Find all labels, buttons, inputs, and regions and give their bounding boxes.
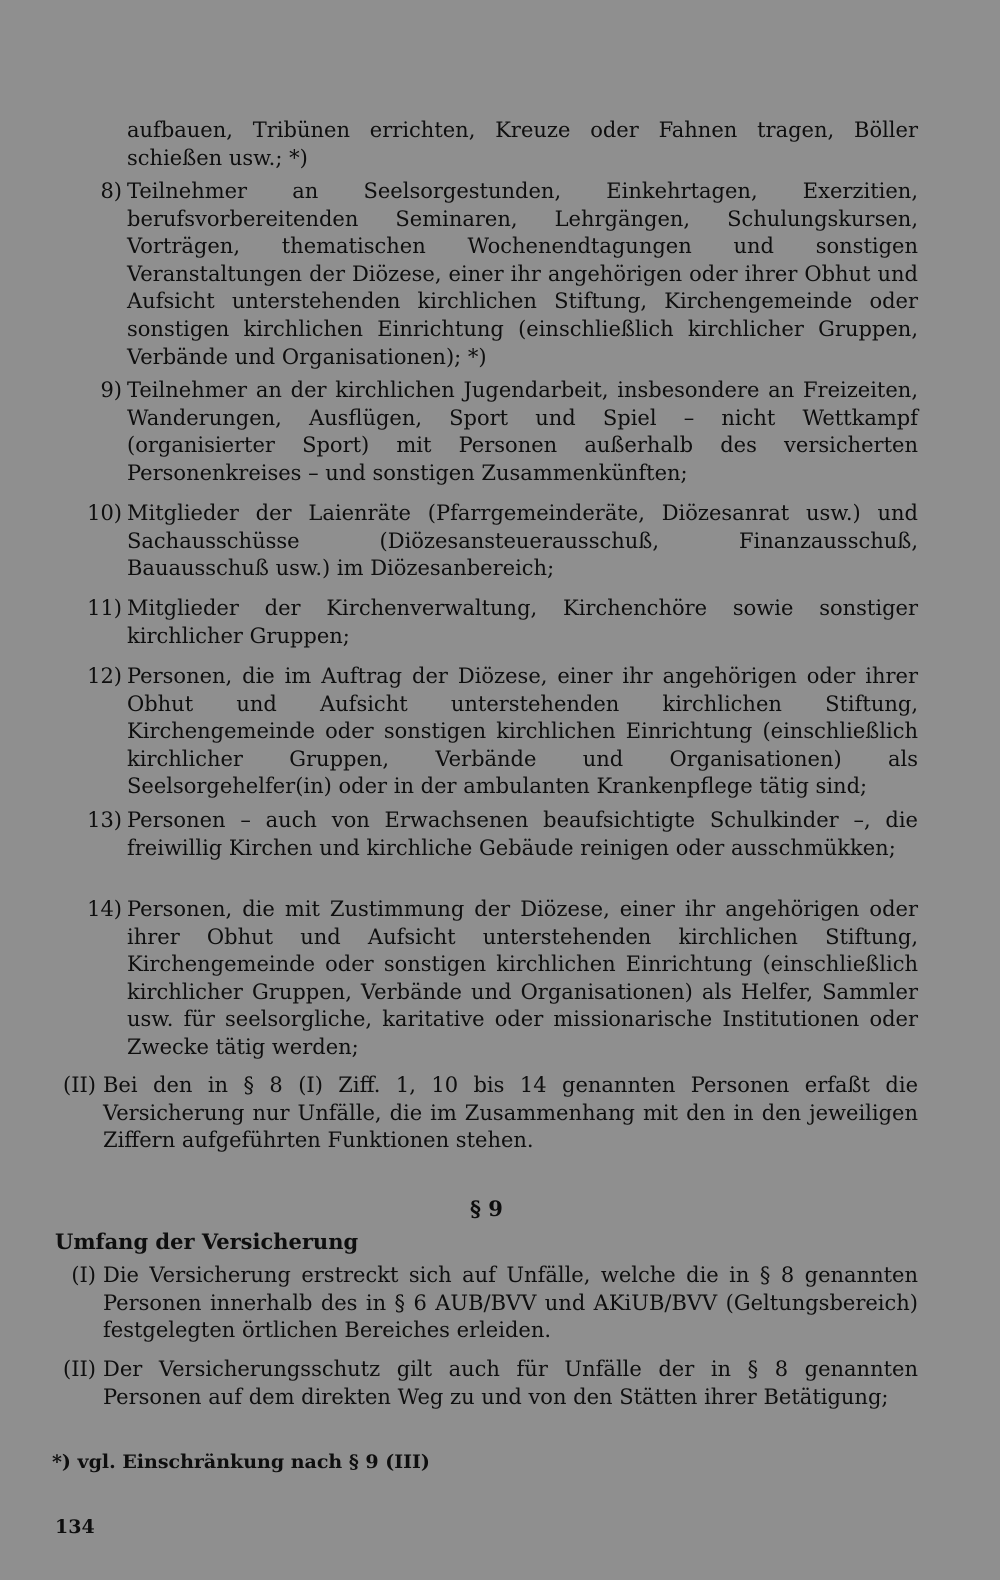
- item-number: 12): [87, 664, 122, 688]
- page-number: 134: [55, 1516, 95, 1538]
- continuation-text: aufbauen, Tribünen errichten, Kreuze oder Fahnen tragen, Böller schießen usw.; *): [127, 118, 918, 170]
- paragraph-number: (I): [71, 1263, 96, 1287]
- item-text: Personen – auch von Erwachsenen beaufsichtigte Schulkinder –, die freiwillig Kirchen und kirchliche Gebäude reinigen oder ausschmükken;: [127, 808, 918, 860]
- item-number: 10): [87, 501, 122, 525]
- item-text: Personen, die mit Zustimmung der Diözese, einer ihr angehörigen oder ihrer Obhut und Aufsicht unterstehenden kirchlichen Stiftung, Kirchengemeinde oder sonstigen kirchlichen Einrichtung (einschließlich kirchlicher Gruppen, Verbände und Organisationen) als Helfer, Sammler usw. für seelsorgliche, karitative oder missionarische Institutionen oder Zwecke tätig werden;: [127, 897, 918, 1059]
- section-title: Umfang der Versicherung: [55, 1229, 359, 1254]
- paragraph-text: Der Versicherungsschutz gilt auch für Unfälle der in § 8 genannten Personen auf dem direkten Weg zu und von den Stätten ihrer Betätigung;: [103, 1357, 918, 1409]
- item-text: Personen, die im Auftrag der Diözese, einer ihr angehörigen oder ihrer Obhut und Aufsicht unterstehenden kirchlichen Stiftung, Kirchengemeinde oder sonstigen kirchlichen Einrichtung (einschließlich kirchlicher Gruppen, Verbände und Organisationen) als Seelsorgehelfer(in) oder in der ambulanten Krankenpflege tätig sind;: [127, 664, 918, 799]
- item-text: Teilnehmer an der kirchlichen Jugendarbeit, insbesondere an Freizeiten, Wanderungen, Ausflügen, Sport und Spiel – nicht Wettkampf (organisierter Sport) mit Personen außerhalb des versicherten Personenkreises – und sonstigen Zusammenkünften;: [127, 378, 918, 485]
- item-text: Mitglieder der Laienräte (Pfarrgemeinderäte, Diözesanrat usw.) und Sachausschüsse (Diözesansteuerausschuß, Finanzausschuß, Bauausschuß usw.) im Diözesanbereich;: [127, 501, 918, 581]
- item-number: 14): [87, 897, 122, 921]
- item-text: Teilnehmer an Seelsorgestunden, Einkehrtagen, Exerzitien, berufsvorbereitenden Seminaren, Lehrgängen, Schulungskursen, Vorträgen, thematischen Wochenendtagungen und sonstigen Veranstaltungen der Diözese, einer ihr angehörigen oder ihrer Obhut und Aufsicht unterstehenden kirchlichen Stiftung, Kirchengemeinde oder sonstigen kirchlichen Einrichtung (einschließlich kirchlicher Gruppen, Verbände und Organisationen); *): [127, 179, 918, 369]
- paragraph-number: (II): [63, 1357, 96, 1381]
- item-number: 9): [100, 378, 122, 402]
- item-text: Mitglieder der Kirchenverwaltung, Kirchenchöre sowie sonstiger kirchlicher Gruppen;: [127, 596, 918, 648]
- section-symbol: § 9: [470, 1196, 503, 1221]
- footnote: *) vgl. Einschränkung nach § 9 (III): [52, 1451, 430, 1473]
- item-number: 8): [100, 179, 122, 203]
- item-number: 11): [87, 596, 122, 620]
- paragraph-number: (II): [63, 1073, 96, 1097]
- paragraph-text: Bei den in § 8 (I) Ziff. 1, 10 bis 14 genannten Personen erfaßt die Versicherung nur Unfälle, die im Zusammenhang mit den in den jeweiligen Ziffern aufgeführten Funktionen stehen.: [103, 1073, 918, 1153]
- item-number: 13): [87, 808, 122, 832]
- paragraph-text: Die Versicherung erstreckt sich auf Unfälle, welche die in § 8 genannten Personen innerhalb des in § 6 AUB/BVV und AKiUB/BVV (Geltungsbereich) festgelegten örtlichen Bereiches erleiden.: [103, 1263, 918, 1343]
